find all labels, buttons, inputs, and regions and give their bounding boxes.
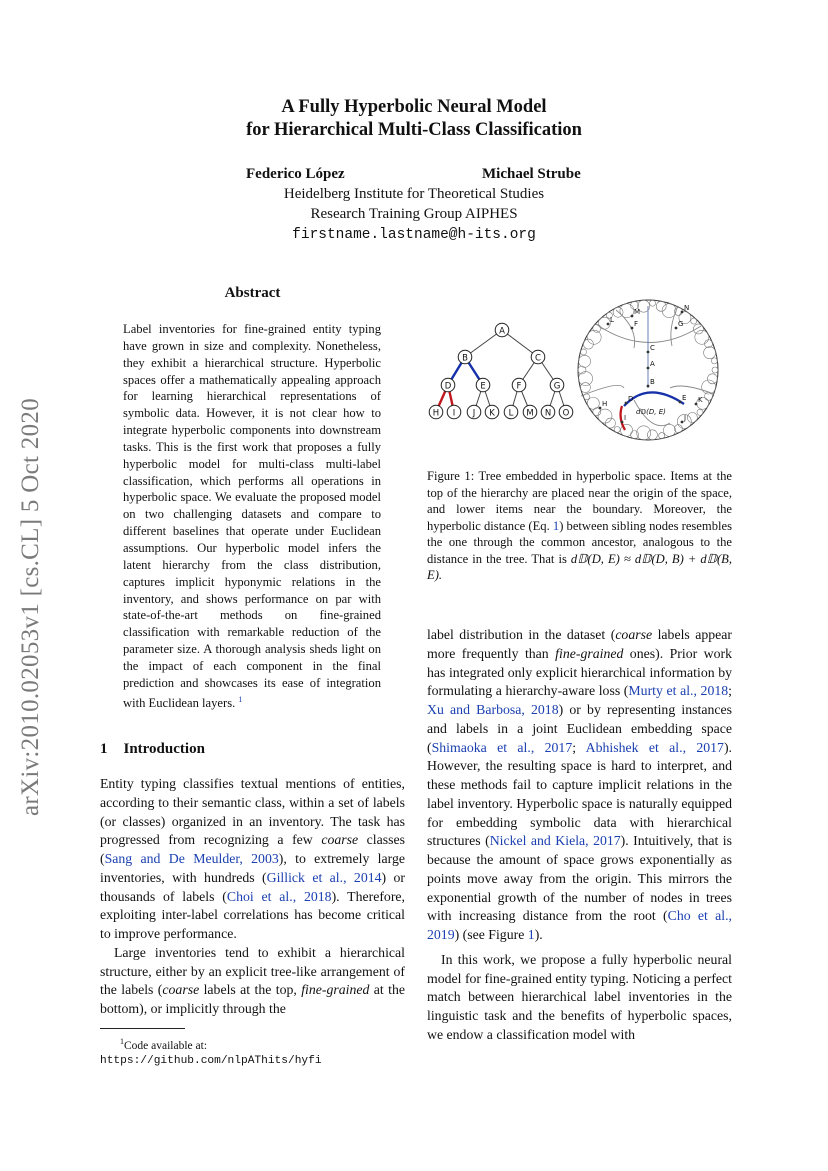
author-email: firstname.lastname@h-its.org bbox=[292, 227, 536, 243]
citation-link[interactable]: Cho et al., 2019 bbox=[427, 908, 732, 942]
affiliation-2: Research Training Group AIPHES bbox=[310, 206, 518, 222]
footnote-rule bbox=[100, 1028, 185, 1029]
citation-link[interactable]: Sang and De Meulder, 2003 bbox=[104, 851, 279, 866]
disk-point bbox=[647, 385, 650, 388]
abstract-body bbox=[123, 321, 381, 712]
disk-point-label: B bbox=[650, 378, 655, 386]
disk-point bbox=[681, 421, 684, 424]
citation-link[interactable]: Abhishek et al., 2017 bbox=[585, 739, 724, 755]
tree-node-label: N bbox=[544, 408, 552, 419]
abstract-heading: Abstract bbox=[224, 285, 281, 301]
disk-point bbox=[631, 315, 634, 318]
right-paragraph-1: label distribution in the dataset (coarse labels appear more frequently than fine-grained ones). Prior work has integrated only explicit hierarchical information by formulating a hierarchy-aware loss (Murty et al., 2018; Xu and Barbosa, 2018) or by representing instances and labels in a joint Euclidean embedding space (Shimaoka et al., 2017; Abhishek et al., 2017). However, the resulting space is hard to interpret, and these methods fail to capture implicit relations in the label inventory. Hyperbolic space is naturally equipped for embedding symbolic data with hierarchical structures (Nickel and Kiela, 2017). Intuitively, that is because the amount of space grows exponentially as points move away from the origin. This mirrors the exponential growth of the number of nodes in trees with increasing distance from the root (Cho et al., 2019) (see Figure 1). bbox=[427, 627, 733, 942]
citation-link[interactable]: Shimaoka et al., 2017 bbox=[431, 739, 573, 755]
disk-point bbox=[607, 323, 610, 326]
disk-point bbox=[681, 311, 684, 314]
disk-point-label: J bbox=[684, 414, 687, 422]
disk-point bbox=[599, 407, 602, 410]
section-title: Introduction bbox=[123, 741, 205, 757]
tree-node-label: A bbox=[499, 326, 505, 337]
tree-node-label: O bbox=[562, 408, 570, 419]
disk-point-label: H bbox=[602, 400, 608, 408]
disk-point-label: F bbox=[634, 320, 639, 328]
footnote bbox=[100, 1034, 322, 1069]
tree-node-label: B bbox=[462, 353, 468, 364]
disk-point-label: M bbox=[634, 308, 641, 316]
disk-point-label: G bbox=[678, 320, 684, 328]
disk-point bbox=[675, 327, 678, 330]
affiliation-1: Heidelberg Institute for Theoretical Studies bbox=[283, 186, 545, 202]
title-line-1: A Fully Hyperbolic Neural Model bbox=[281, 97, 547, 117]
disk-point-label: I bbox=[624, 414, 627, 422]
paper-title bbox=[0, 96, 828, 142]
disk-point-label: A bbox=[650, 360, 655, 368]
tree-node-label: D bbox=[444, 381, 452, 392]
figure-1 bbox=[420, 288, 740, 448]
disk-point bbox=[679, 401, 682, 404]
disk-point bbox=[695, 403, 698, 406]
intro-paragraph-1: Entity typing classifies textual mentions of entities, according to their semantic class, within a set of labels (or classes) organized in an inventory. The task has progressed from recognizing a few coarse classes (Sang and De Meulder, 2003), to extremely large inventories, with hundreds (Gillick et al., 2014) or thousands of labels (Choi et al., 2018). Therefore, exploiting inter-label correlations has become critical to improve performance. bbox=[100, 776, 405, 941]
tree-node-label: K bbox=[489, 408, 495, 419]
disk-point-label: N bbox=[684, 304, 690, 312]
disk-point-label: E bbox=[682, 394, 687, 402]
footnote-mark: 1 bbox=[120, 1037, 124, 1046]
citation-link[interactable]: Nickel and Kiela, 2017 bbox=[489, 833, 621, 849]
citation-link[interactable]: Choi et al., 2018 bbox=[226, 888, 332, 904]
abstract-text: Label inventories for fine-grained entity typing have grown in size and complexity. Nonetheless, they exhibit a hierarchical structure. Hyperbolic spaces offer a mathematically appealing approach for learning hierarchical representations of symbolic data. However, it is not clear how to integrate hyperbolic components into downstream tasks. This is the first work that proposes a fully hyperbolic model for multi-class multi-label classification, which performs all operations in hyperbolic space. We evaluate the proposed model on two challenging datasets and compare to different baselines that operate under Euclidean assumptions. Our hyperbolic model infers the latent hierarchy from the class distribution, captures implicit hyponymic relations in the inventory, and shows performance on par with state-of-the-art methods on fine-grained classification with remarkable reduction of the parameter size. A thorough analysis sheds light on the impact of each component in the final prediction and showcases its ease of integration with Euclidean layers. bbox=[123, 322, 381, 710]
citation-link[interactable]: Xu and Barbosa, 2018 bbox=[427, 702, 559, 717]
citation-link[interactable]: Murty et al., 2018 bbox=[628, 683, 729, 699]
disk-point bbox=[631, 327, 634, 330]
section-heading bbox=[100, 741, 205, 758]
caption-math: d𝔻(D, E) ≈ d𝔻(D, B) + d𝔻(B, E). bbox=[427, 551, 733, 582]
disk-point-label: D bbox=[628, 395, 634, 403]
right-paragraph-2: In this work, we propose a fully hyperbolic neural model for fine-grained entity typing. Noticing a perfect match between hierarchical label inventories in the linguistic task and the benefits of hyperbolic spaces, we endow a classification model with bbox=[427, 951, 732, 1042]
citation-link[interactable]: Gillick et al., 2014 bbox=[266, 869, 382, 885]
tree-node-label: L bbox=[508, 408, 514, 419]
distance-label: d𝔻(D, E) bbox=[636, 408, 666, 416]
author-2: Michael Strube bbox=[482, 166, 581, 182]
figure-1-caption: Figure 1: Tree embedded in hyperbolic space. Items at the top of the hierarchy are placed near the origin of the space, and lower items near the boundary. Moreover, the hyperbolic distance (Eq. 1) between sibling nodes resembles the one through the common ancestor, analogous to the distance in the tree. That is d𝔻(D, E) ≈ d𝔻(D, B) + d𝔻(B, E). bbox=[427, 469, 733, 582]
tree-node-label: M bbox=[526, 408, 534, 419]
code-link[interactable]: https://github.com/nlpAThits/hyfi bbox=[100, 1054, 322, 1067]
author-1: Federico López bbox=[246, 166, 345, 182]
footnote-text: Code available at: bbox=[124, 1039, 208, 1052]
poincare-disk bbox=[578, 300, 718, 440]
abstract-footnote-mark[interactable]: 1 bbox=[238, 694, 243, 704]
figure-link[interactable]: 1 bbox=[527, 927, 535, 942]
tree-node-label: F bbox=[516, 381, 522, 392]
arxiv-stamp bbox=[16, 372, 46, 842]
tree-node-label: E bbox=[480, 381, 486, 392]
tree-node-label: C bbox=[535, 353, 541, 364]
arxiv-stamp-text: arXiv:2010.02053v1 [cs.CL] 5 Oct 2020 bbox=[17, 398, 44, 816]
tree-node-label: H bbox=[432, 408, 440, 419]
intro-right-column bbox=[427, 626, 732, 1045]
disk-point-label: L bbox=[610, 316, 614, 324]
disk-point bbox=[647, 367, 650, 370]
disk-point-label: K bbox=[698, 396, 703, 404]
disk-point bbox=[625, 402, 628, 405]
equation-link[interactable]: 1 bbox=[552, 518, 560, 533]
disk-point bbox=[647, 351, 650, 354]
intro-left-column bbox=[100, 775, 405, 1019]
tree-node-label: I bbox=[452, 408, 456, 419]
disk-point-label: C bbox=[650, 344, 655, 352]
title-line-2: for Hierarchical Multi-Class Classification bbox=[246, 120, 582, 140]
section-number: 1 bbox=[100, 741, 108, 757]
intro-paragraph-2: Large inventories tend to exhibit a hierarchical structure, either by an explicit tree-like arrangement of the labels (coarse labels at the top, fine-grained at the bottom), or implicitly through the bbox=[100, 944, 405, 1016]
tree-diagram bbox=[429, 323, 573, 419]
disk-point bbox=[621, 421, 624, 424]
tree-node-label: J bbox=[472, 408, 476, 419]
tree-node-label: G bbox=[553, 381, 561, 392]
